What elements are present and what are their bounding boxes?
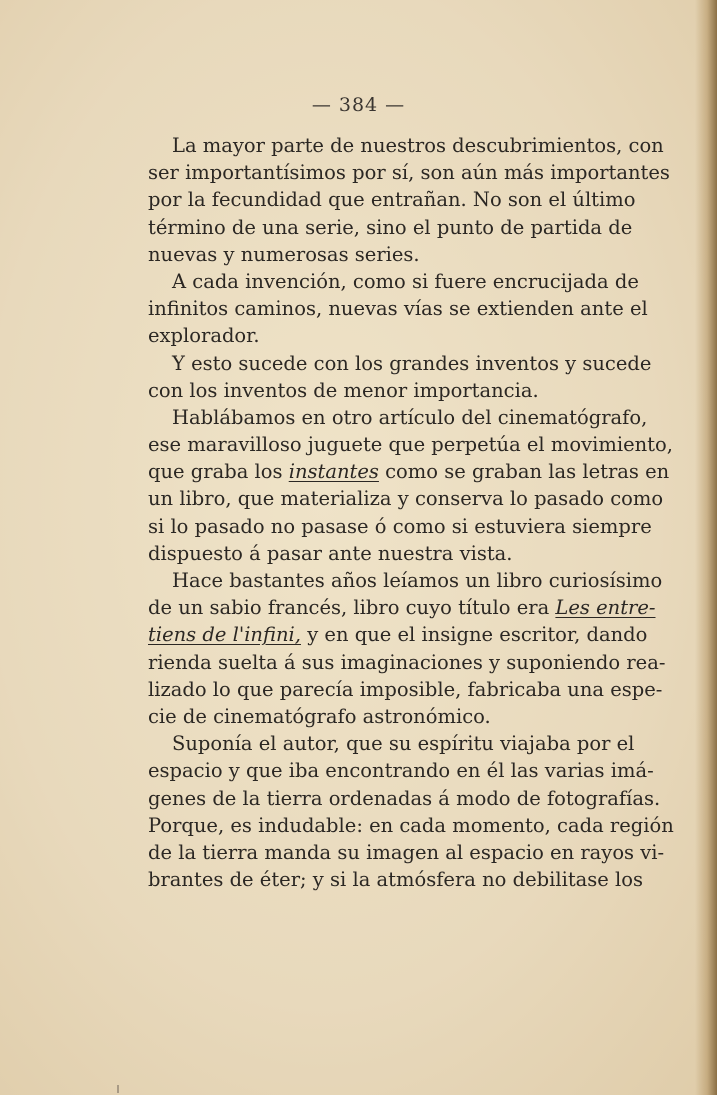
text-line: por la fecundidad que entrañan. No son el último	[148, 188, 636, 212]
text-line: Y esto sucede con los grandes inventos y sucede	[172, 351, 652, 375]
text-line: nuevas y numerosas series.	[148, 242, 420, 266]
text-line: lizado lo que parecía imposible, fabricaba una espe-	[148, 677, 663, 701]
italic-title: tiens de l'infini,	[148, 623, 301, 647]
paragraph-2	[148, 268, 648, 350]
text-line-with-italic	[148, 594, 656, 621]
text-line: un libro, que materializa y conserva lo pasado como	[148, 487, 664, 511]
text-line: ser importantísimos por sí, son aún más importantes	[148, 161, 670, 185]
text-line: espacio y que iba encontrando en él las varias imá-	[148, 759, 654, 783]
text-line: La mayor parte de nuestros descubrimientos, con	[172, 134, 664, 157]
text-line: brantes de éter; y si la atmósfera no debilitase los	[148, 868, 644, 892]
text-line: cie de cinematógrafo astronómico.	[148, 704, 491, 728]
body-text	[148, 132, 674, 893]
text-line: Suponía el autor, que su espíritu viajaba por el	[172, 732, 635, 756]
text-line: ese maravilloso juguete que perpetúa el movimiento,	[148, 433, 673, 457]
paragraph-6	[148, 730, 674, 893]
page-number: — 384 —	[311, 94, 406, 116]
italic-term: instantes	[288, 460, 379, 484]
text-line: dispuesto á pasar ante nuestra vista.	[148, 541, 513, 565]
text-line: con los inventos de menor importancia.	[148, 378, 539, 402]
text-line: Porque, es indudable: en cada momento, cada región	[148, 813, 674, 837]
paragraph-5	[148, 567, 666, 730]
text-line: Hablábamos en otro artículo del cinematógrafo,	[172, 405, 648, 429]
text-line: rienda suelta á sus imaginaciones y suponiendo rea-	[148, 650, 666, 674]
italic-title: Les entre-	[555, 596, 656, 620]
text-line-with-italic	[148, 621, 648, 648]
paragraph-1	[148, 132, 670, 268]
text-line: genes de la tierra ordenadas á modo de fotografías.	[148, 786, 661, 810]
text-line: explorador.	[148, 324, 260, 348]
margin-mark	[117, 1085, 119, 1093]
text-fragment: y en que el insigne escritor, dando	[307, 623, 648, 647]
paragraph-3	[148, 350, 652, 404]
paragraph-4	[148, 404, 673, 567]
text-fragment: como se graban las letras en	[385, 460, 670, 484]
text-line: término de una serie, sino el punto de partida de	[148, 215, 633, 239]
text-line: si lo pasado no pasase ó como si estuviera siempre	[148, 514, 652, 538]
text-line: A cada invención, como si fuere encrucijada de	[172, 269, 639, 293]
spine-shadow	[695, 0, 717, 1095]
text-fragment: de un sabio francés, libro cuyo título era	[148, 596, 550, 620]
text-line: infinitos caminos, nuevas vías se extienden ante el	[148, 297, 648, 321]
text-line: de la tierra manda su imagen al espacio en rayos vi-	[148, 840, 665, 864]
text-line-with-italic	[148, 458, 670, 485]
text-line: Hace bastantes años leíamos un libro curiosísimo	[172, 569, 663, 592]
text-fragment: que graba los	[148, 460, 283, 484]
